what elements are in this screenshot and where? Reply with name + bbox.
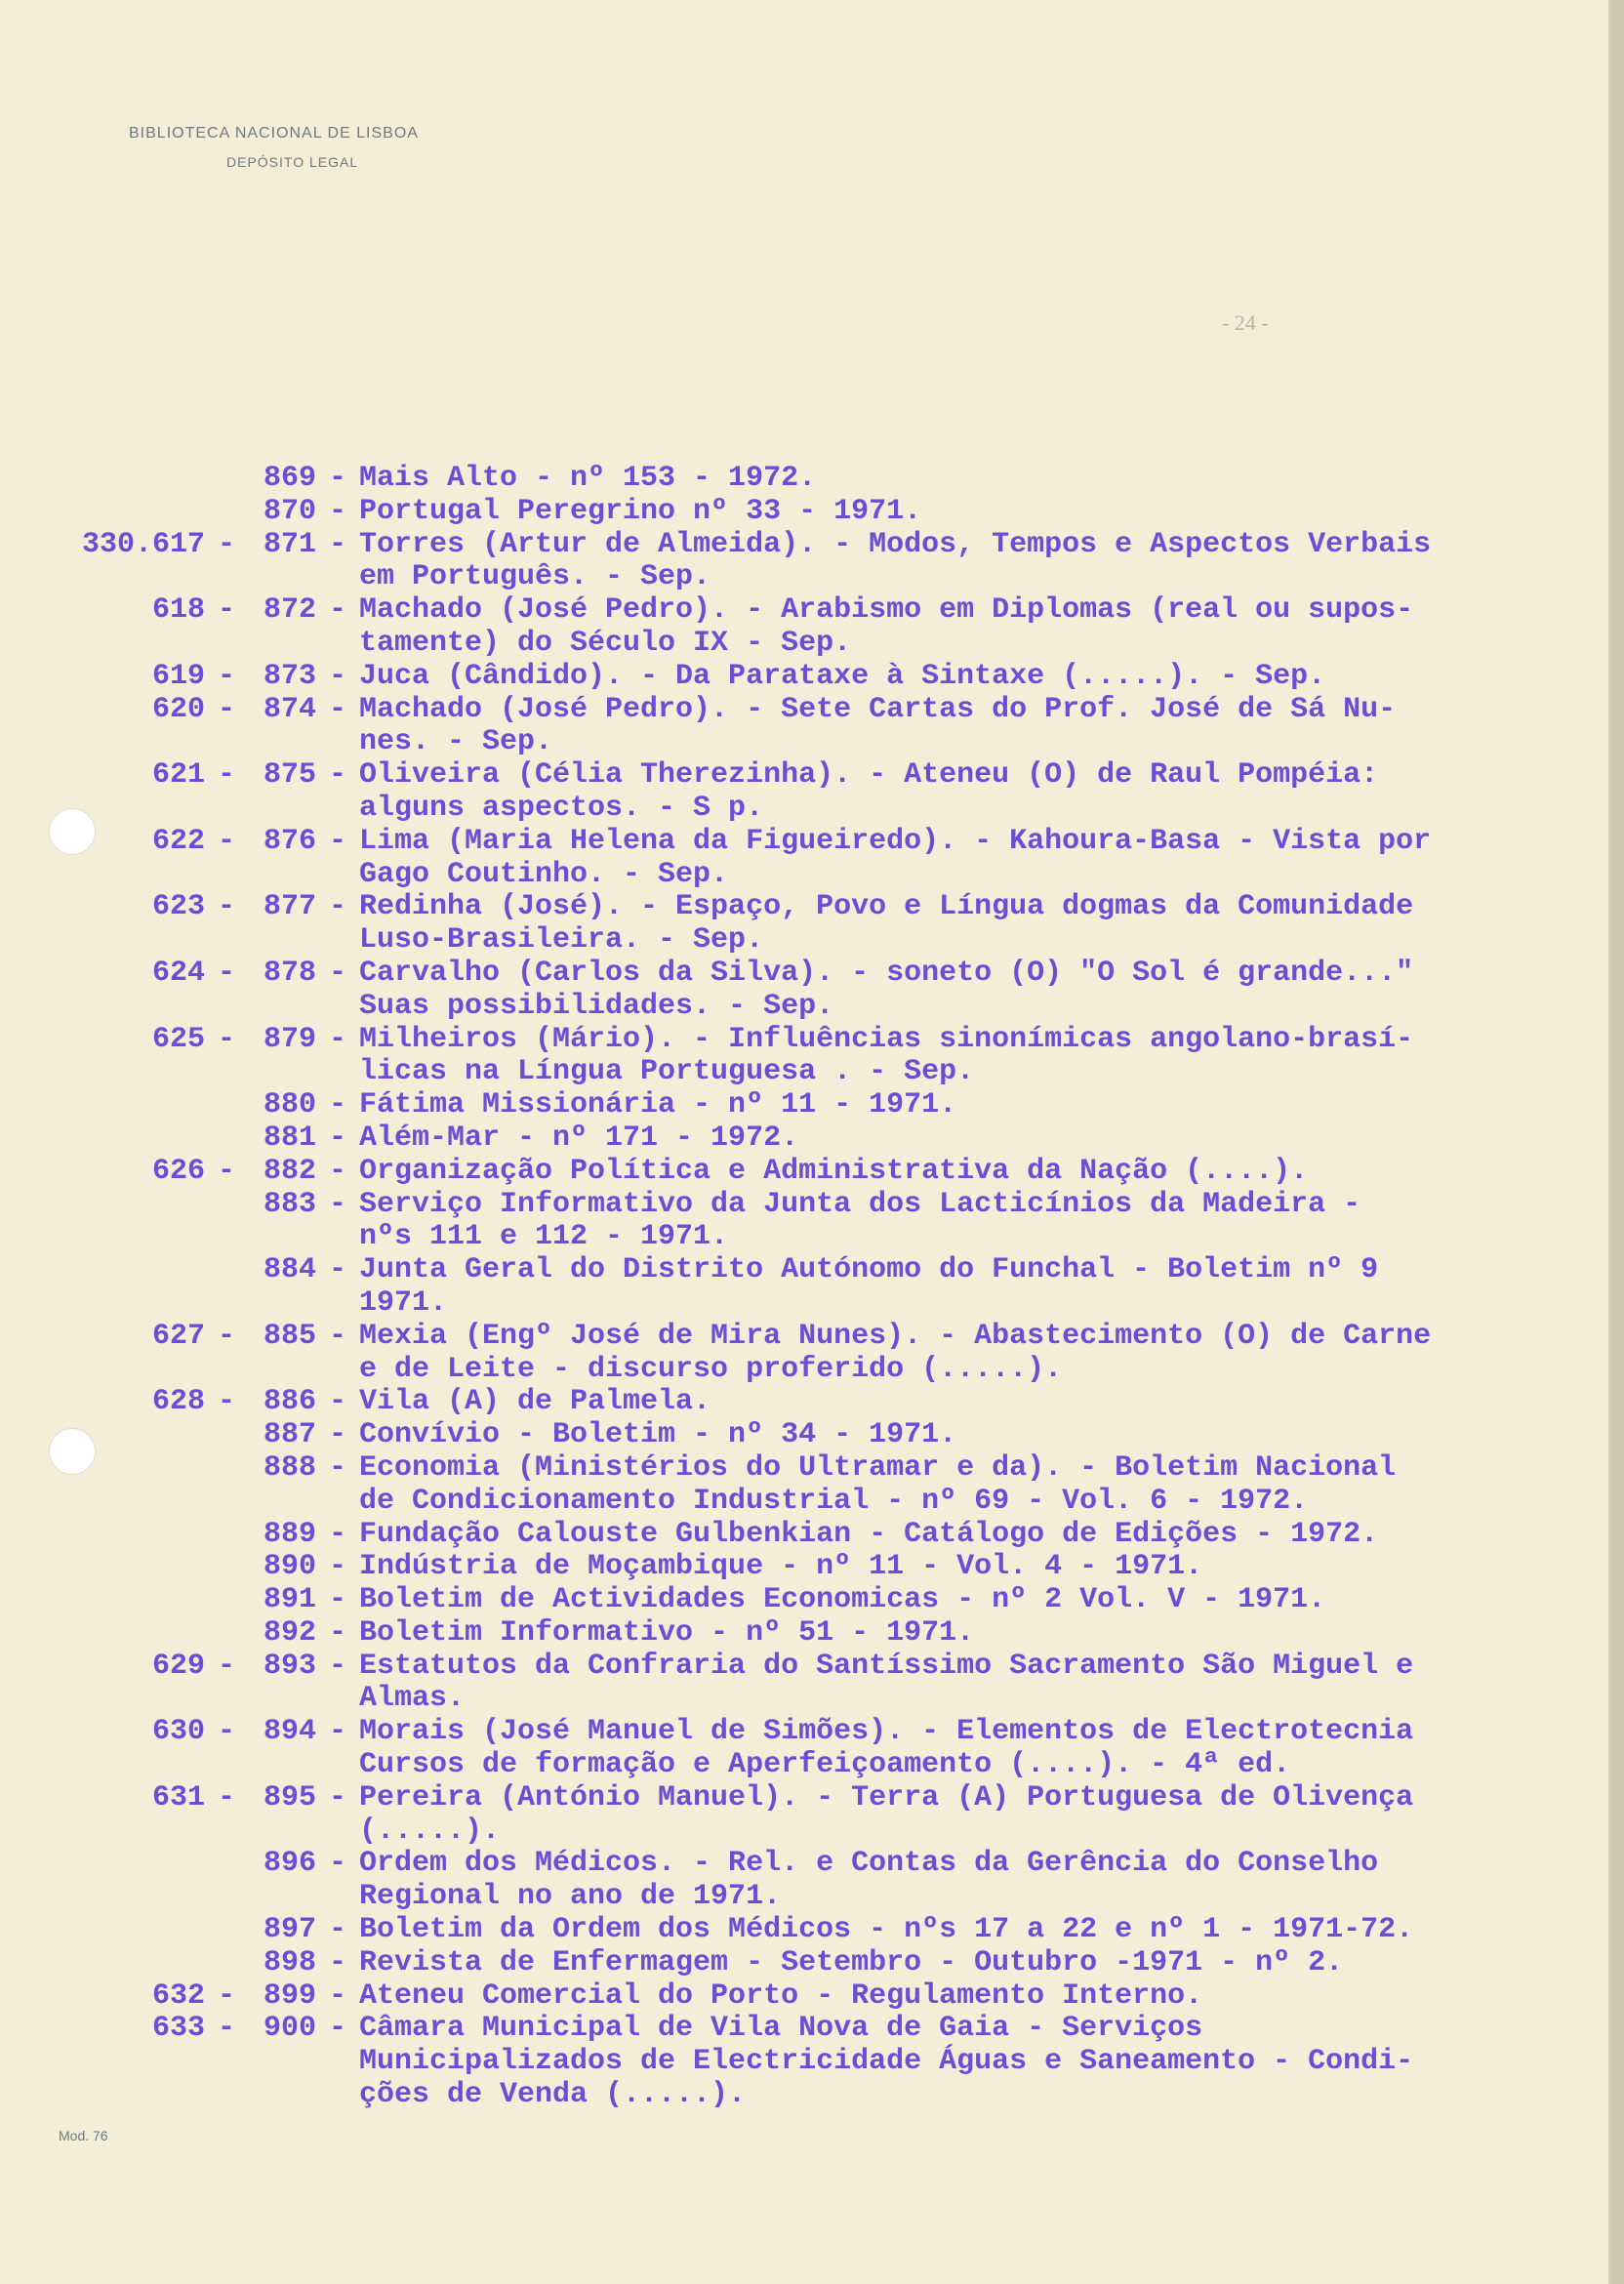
entry-text: Pereira (António Manuel). - Terra (A) Portuguesa de Olivença (.....). — [359, 1780, 1414, 1848]
dash-separator: - — [328, 1517, 346, 1551]
entry-number: 879 — [263, 1022, 316, 1056]
entry-number: 888 — [263, 1450, 316, 1485]
form-number: Mod. 76 — [59, 2128, 108, 2143]
accession-number: 624 — [151, 956, 205, 990]
entry-number: 895 — [263, 1780, 316, 1815]
dash-separator: - — [328, 1615, 346, 1650]
dash-separator: - — [328, 1945, 346, 1979]
entry-number: 874 — [263, 692, 316, 726]
accession-number: 626 — [151, 1154, 205, 1188]
entry-text: Boletim Informativo - nº 51 - 1971. — [359, 1615, 975, 1650]
entry-number: 890 — [263, 1550, 316, 1584]
dash-separator: - — [217, 1022, 235, 1056]
entry-text: Juca (Cândido). - Da Parataxe à Sintaxe (.....). - Sep. — [359, 659, 1326, 693]
dash-separator: - — [328, 1319, 346, 1353]
list-item — [59, 1914, 1581, 1947]
list-item — [59, 1254, 1581, 1321]
entry-text: Serviço Informativo da Junta dos Lacticínios da Madeira - nºs 111 e 112 - 1971. — [359, 1187, 1361, 1254]
entry-text: Carvalho (Carlos da Silva). - soneto (O) "O Sol é grande..." Suas possibilidades. - Sep. — [359, 956, 1414, 1023]
entry-number: 893 — [263, 1649, 316, 1683]
entry-number: 873 — [263, 659, 316, 693]
list-item — [59, 958, 1581, 1024]
accession-number: 631 — [151, 1780, 205, 1815]
list-item — [59, 1419, 1581, 1452]
dash-separator: - — [328, 659, 346, 693]
entry-text: Organização Política e Administrativa da Nação (....). — [359, 1154, 1309, 1188]
list-item — [59, 661, 1581, 694]
entry-text: Revista de Enfermagem - Setembro - Outubro -1971 - nº 2. — [359, 1945, 1344, 1979]
entry-text: Economia (Ministérios do Ultramar e da). - Boletim Nacional de Condicionamento Industrial - nº 69 - Vol. 6 - 1972. — [359, 1450, 1397, 1518]
entry-text: Boletim de Actividades Economicas - nº 2 Vol. V - 1971. — [359, 1583, 1326, 1617]
list-item — [59, 496, 1581, 529]
list-item — [59, 1782, 1581, 1849]
dash-separator: - — [328, 758, 346, 793]
dash-separator: - — [217, 1649, 235, 1683]
dash-separator: - — [328, 1121, 346, 1155]
list-item — [59, 1947, 1581, 1980]
dash-separator: - — [328, 1583, 346, 1617]
dash-separator: - — [328, 1550, 346, 1584]
entry-number: 883 — [263, 1187, 316, 1221]
dash-separator: - — [328, 1088, 346, 1122]
accession-number: 625 — [151, 1022, 205, 1056]
entry-number: 871 — [263, 527, 316, 561]
entry-number: 869 — [263, 462, 316, 495]
dash-separator: - — [217, 527, 235, 561]
dash-separator: - — [328, 824, 346, 858]
entry-text: Convívio - Boletim - nº 34 - 1971. — [359, 1418, 957, 1452]
dash-separator: - — [217, 824, 235, 858]
list-item — [59, 1584, 1581, 1617]
entry-text: Além-Mar - nº 171 - 1972. — [359, 1121, 799, 1155]
entry-number: 884 — [263, 1253, 316, 1287]
list-item — [59, 463, 1581, 496]
entry-text: Câmara Municipal de Vila Nova de Gaia - Serviços Municipalizados de Electricidade Águas e Saneamento - Condi- ções de Venda (.....). — [359, 2012, 1414, 2112]
department-name: DEPÓSITO LEGAL — [226, 154, 359, 170]
list-item — [59, 1519, 1581, 1552]
entry-number: 887 — [263, 1418, 316, 1452]
entry-text: Machado (José Pedro). - Sete Cartas do Prof. José de Sá Nu- nes. - Sep. — [359, 692, 1397, 759]
dash-separator: - — [217, 890, 235, 924]
entry-number: 889 — [263, 1517, 316, 1551]
entry-text: Milheiros (Mário). - Influências sinonímicas angolano-brasí- licas na Língua Portuguesa . - Sep. — [359, 1022, 1414, 1089]
dash-separator: - — [328, 1385, 346, 1419]
entry-list — [59, 463, 1581, 2112]
list-item — [59, 1452, 1581, 1519]
entry-text: Oliveira (Célia Therezinha). - Ateneu (O) de Raul Pompéia: alguns aspectos. - S p. — [359, 758, 1379, 825]
dash-separator: - — [328, 1913, 346, 1947]
list-item — [59, 759, 1581, 826]
accession-number: 627 — [151, 1319, 205, 1353]
list-item — [59, 1156, 1581, 1189]
library-name: BIBLIOTECA NACIONAL DE LISBOA — [129, 125, 419, 142]
entry-number: 897 — [263, 1913, 316, 1947]
entry-text: Boletim da Ordem dos Médicos - nºs 17 a 22 e nº 1 - 1971-72. — [359, 1913, 1414, 1947]
entry-number: 878 — [263, 956, 316, 990]
dash-separator: - — [328, 1418, 346, 1452]
list-item — [59, 1617, 1581, 1651]
list-item — [59, 1122, 1581, 1156]
entry-text: Torres (Artur de Almeida). - Modos, Tempos e Aspectos Verbais em Português. - Sep. — [359, 527, 1432, 594]
entry-text: Fundação Calouste Gulbenkian - Catálogo de Edições - 1972. — [359, 1517, 1379, 1551]
dash-separator: - — [328, 494, 346, 528]
list-item — [59, 529, 1581, 595]
dash-separator: - — [217, 956, 235, 990]
dash-separator: - — [328, 1253, 346, 1287]
list-item — [59, 1189, 1581, 1255]
accession-number: 621 — [151, 758, 205, 793]
list-item — [59, 1321, 1581, 1387]
list-item — [59, 1386, 1581, 1419]
entry-text: Lima (Maria Helena da Figueiredo). - Kahoura-Basa - Vista por Gago Coutinho. - Sep. — [359, 824, 1432, 891]
entry-number: 876 — [263, 824, 316, 858]
list-item — [59, 2013, 1581, 2111]
entry-number: 891 — [263, 1583, 316, 1617]
accession-number: 619 — [151, 659, 205, 693]
dash-separator: - — [217, 1154, 235, 1188]
entry-text: Morais (José Manuel de Simões). - Elementos de Electrotecnia Cursos de formação e Aperfeiçoamento (....). - 4ª ed. — [359, 1715, 1414, 1782]
list-item — [59, 694, 1581, 760]
list-item — [59, 1651, 1581, 1717]
entry-text: Junta Geral do Distrito Autónomo do Funchal - Boletim nº 9 1971. — [359, 1253, 1379, 1320]
dash-separator: - — [217, 593, 235, 628]
dash-separator: - — [328, 2012, 346, 2046]
entry-number: 880 — [263, 1088, 316, 1122]
accession-number: 618 — [151, 593, 205, 628]
accession-number: 623 — [151, 890, 205, 924]
dash-separator: - — [328, 1780, 346, 1815]
accession-number: 622 — [151, 824, 205, 858]
entry-number: 872 — [263, 593, 316, 628]
accession-number: 330.617 — [81, 527, 205, 561]
dash-separator: - — [217, 659, 235, 693]
entry-text: Redinha (José). - Espaço, Povo e Língua dogmas da Comunidade Luso-Brasileira. - Sep. — [359, 890, 1414, 958]
entry-text: Vila (A) de Palmela. — [359, 1385, 711, 1419]
entry-number: 886 — [263, 1385, 316, 1419]
entry-text: Fátima Missionária - nº 11 - 1971. — [359, 1088, 957, 1122]
entry-text: Mais Alto - nº 153 - 1972. — [359, 462, 817, 495]
entry-number: 900 — [263, 2012, 316, 2046]
page-number: - 24 - — [1222, 310, 1269, 335]
dash-separator: - — [217, 1780, 235, 1815]
dash-separator: - — [328, 1715, 346, 1749]
dash-separator: - — [328, 1187, 346, 1221]
entry-number: 881 — [263, 1121, 316, 1155]
entry-text: Portugal Peregrino nº 33 - 1971. — [359, 494, 922, 528]
dash-separator: - — [217, 2012, 235, 2046]
dash-separator: - — [217, 1385, 235, 1419]
list-item — [59, 1980, 1581, 2014]
accession-number: 630 — [151, 1715, 205, 1749]
entry-number: 892 — [263, 1615, 316, 1650]
accession-number: 632 — [151, 1978, 205, 2013]
dash-separator: - — [328, 462, 346, 495]
accession-number: 620 — [151, 692, 205, 726]
entry-text: Machado (José Pedro). - Arabismo em Diplomas (real ou supos- tamente) do Século IX - Sep. — [359, 593, 1414, 660]
letterhead — [129, 125, 419, 170]
entry-number: 885 — [263, 1319, 316, 1353]
entry-number: 898 — [263, 1945, 316, 1979]
entry-number: 896 — [263, 1847, 316, 1881]
entry-number: 877 — [263, 890, 316, 924]
dash-separator: - — [217, 1319, 235, 1353]
dash-separator: - — [217, 758, 235, 793]
dash-separator: - — [217, 1715, 235, 1749]
dash-separator: - — [328, 1022, 346, 1056]
dash-separator: - — [328, 1649, 346, 1683]
dash-separator: - — [328, 956, 346, 990]
list-item — [59, 1848, 1581, 1914]
entry-text: Estatutos da Confraria do Santíssimo Sacramento São Miguel e Almas. — [359, 1649, 1414, 1716]
list-item — [59, 1716, 1581, 1782]
dash-separator: - — [328, 890, 346, 924]
entry-text: Ateneu Comercial do Porto - Regulamento Interno. — [359, 1978, 1203, 2013]
dash-separator: - — [328, 1978, 346, 2013]
dash-separator: - — [328, 1847, 346, 1881]
entry-number: 899 — [263, 1978, 316, 2013]
entry-text: Ordem dos Médicos. - Rel. e Contas da Gerência do Conselho Regional no ano de 1971. — [359, 1847, 1379, 1914]
entry-text: Indústria de Moçambique - nº 11 - Vol. 4 - 1971. — [359, 1550, 1203, 1584]
dash-separator: - — [328, 692, 346, 726]
accession-number: 628 — [151, 1385, 205, 1419]
dash-separator: - — [328, 1450, 346, 1485]
dash-separator: - — [328, 593, 346, 628]
list-item — [59, 826, 1581, 892]
list-item — [59, 1551, 1581, 1584]
entry-number: 875 — [263, 758, 316, 793]
accession-number: 633 — [151, 2012, 205, 2046]
dash-separator: - — [217, 1978, 235, 2013]
dash-separator: - — [328, 527, 346, 561]
list-item — [59, 1089, 1581, 1122]
list-item — [59, 891, 1581, 958]
accession-number: 629 — [151, 1649, 205, 1683]
dash-separator: - — [217, 692, 235, 726]
list-item — [59, 1024, 1581, 1090]
entry-text: Mexia (Engº José de Mira Nunes). - Abastecimento (O) de Carne e de Leite - discurso proferido (.....). — [359, 1319, 1432, 1386]
dash-separator: - — [328, 1154, 346, 1188]
entry-number: 870 — [263, 494, 316, 528]
entry-number: 882 — [263, 1154, 316, 1188]
list-item — [59, 594, 1581, 661]
entry-number: 894 — [263, 1715, 316, 1749]
